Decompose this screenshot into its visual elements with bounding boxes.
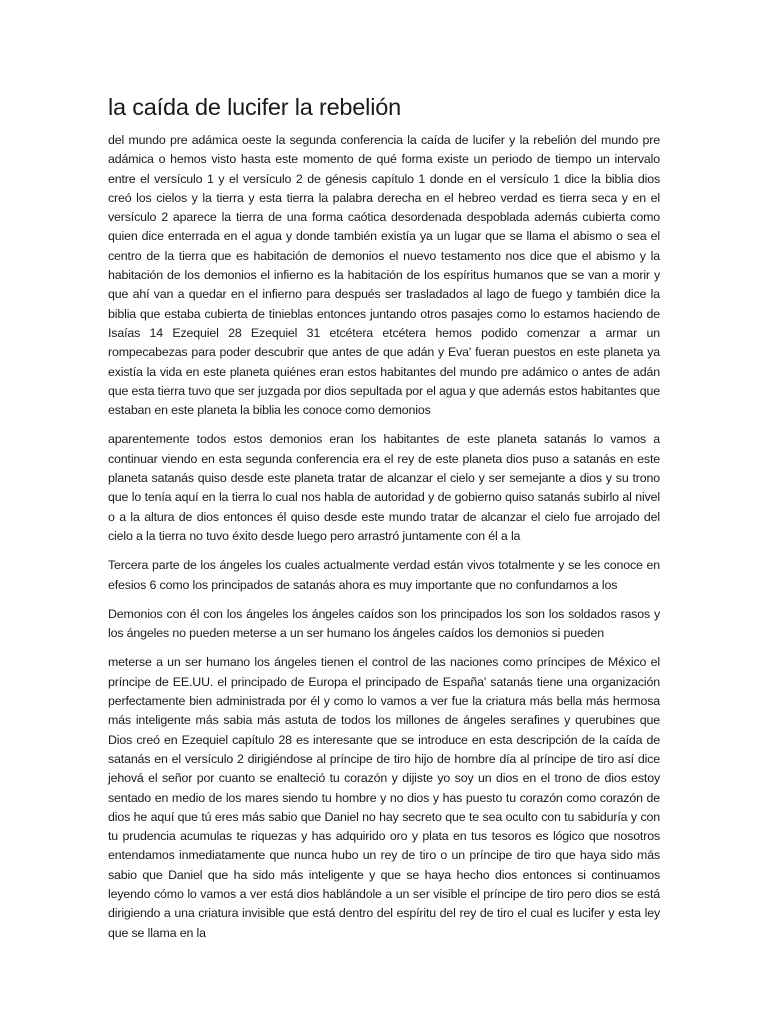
paragraph-1: del mundo pre adámica oeste la segunda conferencia la caída de lucifer y la rebelión del mundo pre adámica o hemos visto hasta este momento de qué forma existe un periodo de tiempo un intervalo entre el versículo 1 y el versículo 2 de génesis capítulo 1 donde en el versículo 1 dice la biblia dios creó los cielos y la tierra y esta tierra la palabra derecha en el hebreo verdad es tierra seca y en el versículo 2 aparece la tierra de una forma caótica desordenada despoblada además cubierta como quien dice enterrada en el agua y donde también existía ya un lugar que se llama el abismo o sea el centro de la tierra que es habitación de demonios el nuevo testamento nos dice que el abismo y la habitación de los demonios el infierno es la habitación de los espíritus humanos que se van a morir y que ahí van a quedar en el infierno para después ser trasladados al lago de fuego y también dice la biblia que estaba cubierta de tinieblas entonces juntando otros pasajes como lo estamos haciendo de Isaías 14 Ezequiel 28 Ezequiel 31 etcétera etcétera hemos podido comenzar a armar un rompecabezas para poder descubrir que antes de que adán y Eva' fueran puestos en este planeta ya existía la vida en este planeta quiénes eran estos habitantes del mundo pre adámico o antes de adán que esta tierra tuvo que ser juzgada por dios sepultada por el agua y que además estos habitantes que estaban en este planeta la biblia les conoce como demonios	[108, 133, 660, 418]
paragraph-5: meterse a un ser humano los ángeles tienen el control de las naciones como príncipes de México el príncipe de EE.UU. el principado de Europa el principado de España' satanás tiene una organización perfectamente bien administrada por él y como lo vamos a ver fue la criatura más bella más hermosa más inteligente más sabia más astuta de todos los millones de ángeles serafines y querubines que Dios creó en Ezequiel capítulo 28 es interesante que se introduce en esta descripción de la caída de satanás en el versículo 2 dirigiéndose al príncipe de tiro hijo de hombre día al príncipe de tiro así dice jehová el señor por cuanto se enalteció tu corazón y dijiste yo soy un dios en el trono de dios estoy sentado en medio de los mares siendo tu hombre y no dios y has puesto tu corazón como corazón de dios he aquí que tú eres más sabio que Daniel no hay secreto que te sea oculto con tu sabiduría y con tu prudencia acumulas te riquezas y has adquirido oro y plata en tus tesoros es lógico que nosotros entendamos inmediatamente que nunca hubo un rey de tiro o un príncipe de tiro que haya sido más sabio que Daniel que ha sido más inteligente y que se haya hecho dios entonces si continuamos leyendo cómo lo vamos a ver está dios hablándole a un ser visible el príncipe de tiro pero dios se está dirigiendo a una criatura invisible que está dentro del espíritu del rey de tiro el cual es lucifer y esta ley que se llama en la	[108, 655, 660, 940]
paragraph-2: aparentemente todos estos demonios eran los habitantes de este planeta satanás lo vamos a continuar viendo en esta segunda conferencia era el rey de este planeta dios puso a satanás en este planeta satanás quiso desde este planeta tratar de alcanzar el cielo y ser semejante a dios y su trono que lo tenía aquí en la tierra lo cual nos habla de autoridad y de gobierno quiso satanás subirlo al nivel o a la altura de dios entonces él quiso desde este mundo tratar de alcanzar el cielo fue arrojado del cielo a la tierra no tuvo éxito desde luego pero arrastró juntamente con él a la	[108, 432, 660, 543]
paragraph-4: Demonios con él con los ángeles los ángeles caídos son los principados los son los soldados rasos y los ángeles no pueden meterse a un ser humano los ángeles caídos los demonios si pueden	[108, 606, 660, 641]
document-page	[108, 92, 660, 953]
document-title: la caída de lucifer la rebelión	[108, 94, 401, 120]
paragraph-3: Tercera parte de los ángeles los cuales actualmente verdad están vivos totalmente y se les conoce en efesios 6 como los principados de satanás ahora es muy importante que no confundamos a los	[108, 558, 660, 592]
